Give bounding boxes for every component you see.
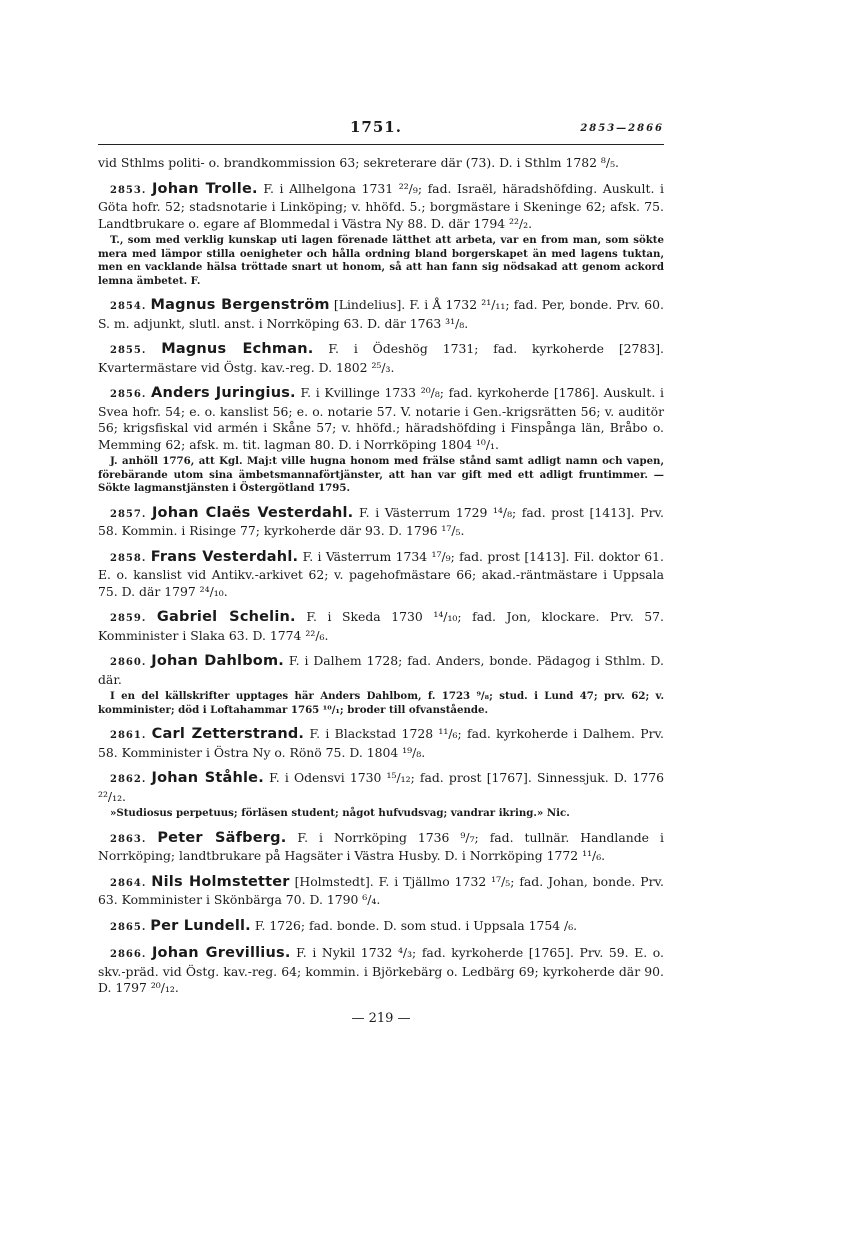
entry-text: F. i Dalhem 1728; fad. Anders, bonde. Pädagog i Sthlm. D. där. [98, 653, 664, 687]
entry-number: 2860. [110, 657, 147, 668]
entry-list [98, 181, 664, 997]
entry-text: [Lindelius]. F. i Å 1732 ²¹/₁₁; fad. Per, bonde. Prv. 60. S. m. adjunkt, slutl. anst. i Norrköping 63. D. där 1763 ³¹/₈. [98, 297, 664, 331]
entry-body [98, 341, 664, 376]
biography-entry [98, 945, 664, 997]
entry-body [98, 297, 664, 332]
entry-text: F. i Skeda 1730 ¹⁴/₁₀; fad. Jon, klockare. Prv. 57. Komminister i Slaka 63. D. 1774 ²²/₆. [98, 609, 664, 643]
entry-body [98, 653, 664, 688]
biography-entry [98, 181, 664, 289]
biography-entry [98, 770, 664, 821]
biography-entry [98, 341, 664, 376]
entry-note: T., som med verklig kunskap uti lagen förenade lätthet att arbeta, var en from man, som sökte mera med lämpor stilla oenigheter och hålla ordning bland borgerskapet än med lagens tuktan, men en vacklande hälsa tröttade snart ut honom, så att han fann sig nödsakad att genom ackord lemna ämbetet. F. [98, 234, 664, 287]
biography-entry [98, 830, 664, 865]
entry-text: F. i Västerrum 1729 ¹⁴/₈; fad. prost [1413]. Prv. 58. Kommin. i Risinge 77; kyrkoherde där 93. D. 1796 ¹⁷/₅. [98, 504, 664, 538]
intro-text: vid Sthlms politi- o. brandkommission 63; sekreterare där (73). D. i Sthlm 1782 ⁸/₅. [98, 155, 619, 170]
biography-entry [98, 653, 664, 717]
entry-number: 2856. [110, 389, 147, 400]
entry-text: F. i Nykil 1732 ⁴/₃; fad. kyrkoherde [1765]. Prv. 59. E. o. skv.-präd. vid Östg. kav.-reg. 64; kommin. i Björkebärg o. Ledbärg 69; kyrkoherde där 90. D. 1797 ²⁰/₁₂. [98, 945, 664, 995]
entry-text: F. i Norrköping 1736 ⁹/₇; fad. tullnär. Handlande i Norrköping; landtbrukare på Hagsäter i Västra Husby. D. i Norrköping 1772 ¹¹/₆. [98, 829, 664, 863]
person-name: Gabriel Schelin. [156, 609, 296, 625]
person-name: Magnus Bergenström [150, 297, 330, 313]
entry-text: F. i Odensvi 1730 ¹⁵/₁₂; fad. prost [1767]. Sinnessjuk. D. 1776 ²²/₁₂. [98, 770, 664, 804]
biography-entry [98, 918, 664, 937]
entry-number: 2854. [110, 301, 147, 312]
entry-note: »Studiosus perpetuus; förläsen student; något hufvudsvag; vandrar ikring.» Nic. [110, 807, 570, 819]
entry-body [98, 874, 664, 909]
entry-number: 2855. [110, 345, 147, 356]
page-year: 1751. [350, 118, 402, 136]
entry-body [98, 505, 664, 540]
person-name: Frans Vesterdahl. [150, 548, 299, 565]
entry-text: F. 1726; fad. bonde. D. som stud. i Uppsala 1754 /₆. [254, 917, 578, 933]
entry-number: 2862. [110, 774, 147, 785]
entry-number: 2864. [110, 877, 147, 889]
page-number: — 219 — [351, 1010, 411, 1026]
biography-entry [98, 505, 664, 540]
entry-number: 2863. [110, 833, 147, 845]
entry-number: 2853. [110, 184, 147, 196]
entry-text: F. i Västerrum 1734 ¹⁷/₉; fad. prost [1413]. Fil. doktor 61. E. o. kanslist vid Antikv.-arkivet 62; v. pagehofmästare 66; akad.-räntmästare i Uppsala 75. D. där 1797 ²⁴/₁₀. [98, 548, 664, 599]
biography-entry [98, 297, 664, 332]
entry-body [98, 609, 664, 644]
person-name: Johan Trolle. [151, 180, 258, 197]
person-name: Nils Holmstetter [151, 873, 290, 890]
entry-number: 2861. [110, 730, 147, 741]
entry-text: F. i Ödeshög 1731; fad. kyrkoherde [2783]. Kvartermästare vid Östg. kav.-reg. D. 1802 ²⁵/₃. [98, 341, 664, 375]
biography-entry [98, 874, 664, 909]
person-name: Peter Säfberg. [157, 829, 287, 846]
entry-body [98, 770, 664, 805]
entry-text: F. i Allhelgona 1731 ²²/₉; fad. Israël, häradshöfding. Auskult. i Göta hofr. 52; stadsnotarie i Linköping; v. hhöfd. 5.; borgmästare i Skeninge 62; afsk. 75. Landtbrukare o. egare af Blommedal i Västra Ny 88. D. där 1794 ²²/₂. [98, 180, 664, 231]
person-name: Per Lundell. [150, 917, 251, 934]
entry-body [98, 181, 664, 233]
person-name: Magnus Echman. [161, 341, 314, 357]
entry-note: J. anhöll 1776, att Kgl. Maj:t ville hugna honom med frälse stånd samt adligt namn och vapen, förebärande utom sina ämbetsmannaförtjänster, att han var gift med ett adligt fruntimmer. — Sökte lagmanstjänsten i Östergötland 1795. [98, 455, 664, 494]
entry-body [98, 385, 664, 453]
person-name: Anders Juringius. [151, 385, 296, 401]
entry-note: I en del källskrifter upptages här Anders Dahlbom, f. 1723 ⁹/₈; stud. i Lund 47; prv. 62; v. komminister; död i Loftahammar 1765 ¹⁰/₁; broder till ofvanstående. [98, 690, 664, 716]
person-name: Carl Zetterstrand. [151, 726, 305, 742]
person-name: Johan Claës Vesterdahl. [151, 504, 354, 521]
entry-range: 2853—2866 [580, 123, 664, 134]
biography-entry [98, 609, 664, 644]
entry-text: F. i Blackstad 1728 ¹¹/₆; fad. kyrkoherde i Dalhem. Prv. 58. Komminister i Östra Ny o. Rönö 75. D. 1804 ¹⁹/₈. [98, 726, 664, 760]
entry-number: 2857. [110, 508, 147, 520]
page [98, 118, 664, 1026]
entry-number: 2858. [110, 552, 147, 564]
entry-body [98, 918, 664, 937]
person-name: Johan Grevillius. [151, 945, 291, 961]
biography-entry [98, 385, 664, 496]
person-name: Johan Dahlbom. [151, 653, 284, 669]
header-rule [98, 144, 664, 145]
entry-body [98, 945, 664, 997]
entry-body [98, 830, 664, 865]
biography-entry [98, 726, 664, 761]
person-name: Johan Ståhle. [151, 770, 264, 786]
entry-number: 2866. [110, 949, 147, 960]
entry-number: 2859. [110, 613, 147, 624]
entry-text: [Holmstedt]. F. i Tjällmo 1732 ¹⁷/₅; fad. Johan, bonde. Prv. 63. Komminister i Skönbärga 70. D. 1790 ⁶/₄. [98, 873, 664, 907]
biography-entry [98, 549, 664, 601]
entry-text: F. i Kvillinge 1733 ²⁰/₈; fad. kyrkoherde [1786]. Auskult. i Svea hofr. 54; e. o. kanslist 56; e. o. notarie 57. V. notarie i Gen.-krigsrätten 56; v. auditör 56; krigsfiskal vid armén i Skåne 57; v. hhöfd.; häradshöfding i Finspånga län, Bråbo o. Memming 62; afsk. m. tit. lagman 80. D. i Norrköping 1804 ¹⁰/₁. [98, 385, 664, 452]
page-header [98, 118, 664, 140]
entry-body [98, 726, 664, 761]
entry-body [98, 549, 664, 601]
entry-number: 2865. [110, 921, 147, 933]
